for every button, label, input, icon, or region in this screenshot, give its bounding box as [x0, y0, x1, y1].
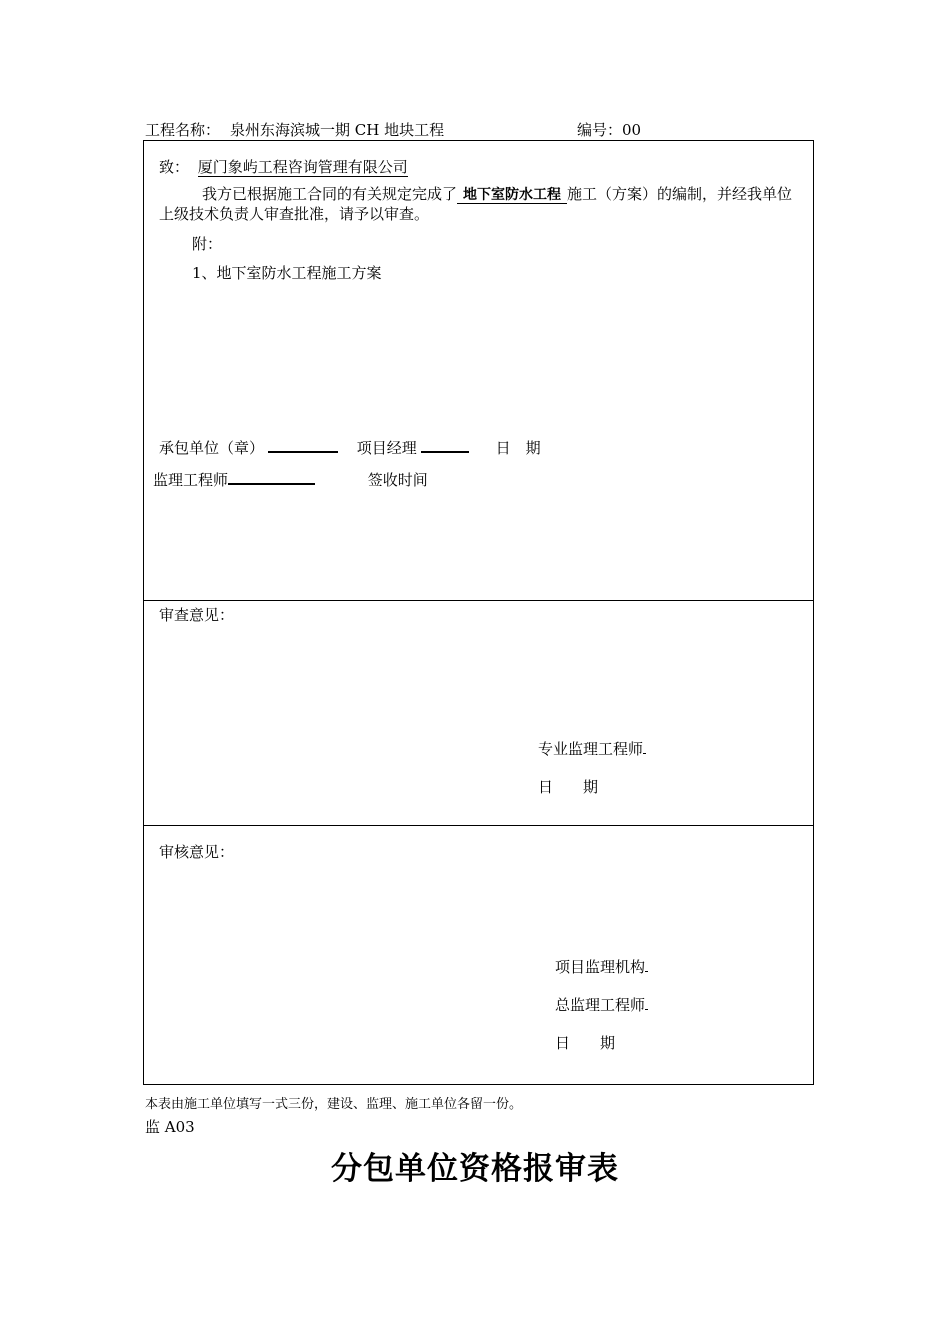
para-item: 地下室防水工程 — [457, 187, 567, 204]
audit-date-label: 日 期 — [555, 1034, 616, 1052]
audit-chief — [555, 994, 648, 1015]
date-label: 日 期 — [495, 439, 541, 457]
review-engineer — [538, 738, 646, 759]
project-label: 工程名称： — [145, 121, 221, 139]
supervisor-label: 监理工程师 — [153, 471, 229, 489]
number-value: 00 — [622, 121, 642, 139]
para-prefix: 我方已根据施工合同的有关规定完成了 — [202, 185, 458, 203]
form-code: 监 A03 — [145, 1118, 195, 1136]
para-suffix: 施工（方案）的编制，并经我单位上级技术负责人审查批准，请予以审查。 — [159, 185, 793, 223]
review-opinion-label: 审查意见： — [159, 606, 235, 624]
project-name: 泉州东海滨城一期 CH 地块工程 — [220, 121, 444, 141]
receipt-label: 签收时间 — [367, 471, 428, 489]
number-label: 编号： — [577, 121, 623, 139]
audit-opinion-label: 审核意见： — [159, 843, 235, 861]
pm-blank[interactable] — [421, 437, 469, 453]
form-table — [143, 140, 814, 1085]
supervisor-line — [153, 469, 428, 490]
recipient-line — [159, 156, 408, 177]
audit-org — [555, 956, 648, 977]
footer-note: 本表由施工单位填写一式三份，建设、监理、施工单位各留一份。 — [145, 1097, 523, 1112]
attachment-label: 附： — [192, 235, 223, 253]
to-label: 致： — [159, 158, 190, 176]
next-form-title: 分包单位资格报审表 — [331, 1151, 619, 1187]
submission-paragraph — [159, 185, 807, 224]
recipient-name: 厦门象屿工程咨询管理有限公司 — [197, 158, 408, 176]
pm-label: 项目经理 — [356, 439, 417, 457]
project-header — [145, 119, 554, 141]
contractor-line — [159, 437, 541, 458]
section-divider — [144, 825, 813, 826]
contractor-label: 承包单位（章） — [159, 439, 265, 457]
review-engineer-label: 专业监理工程师 — [538, 740, 644, 758]
section-divider — [144, 600, 813, 601]
supervisor-blank[interactable] — [228, 469, 315, 485]
review-date-label: 日 期 — [538, 778, 599, 796]
contractor-blank[interactable] — [268, 437, 338, 453]
attachment-item: 1、地下室防水工程施工方案 — [192, 264, 382, 282]
audit-chief-label: 总监理工程师 — [555, 996, 646, 1014]
audit-org-label: 项目监理机构 — [555, 958, 646, 976]
number-field — [577, 119, 657, 141]
